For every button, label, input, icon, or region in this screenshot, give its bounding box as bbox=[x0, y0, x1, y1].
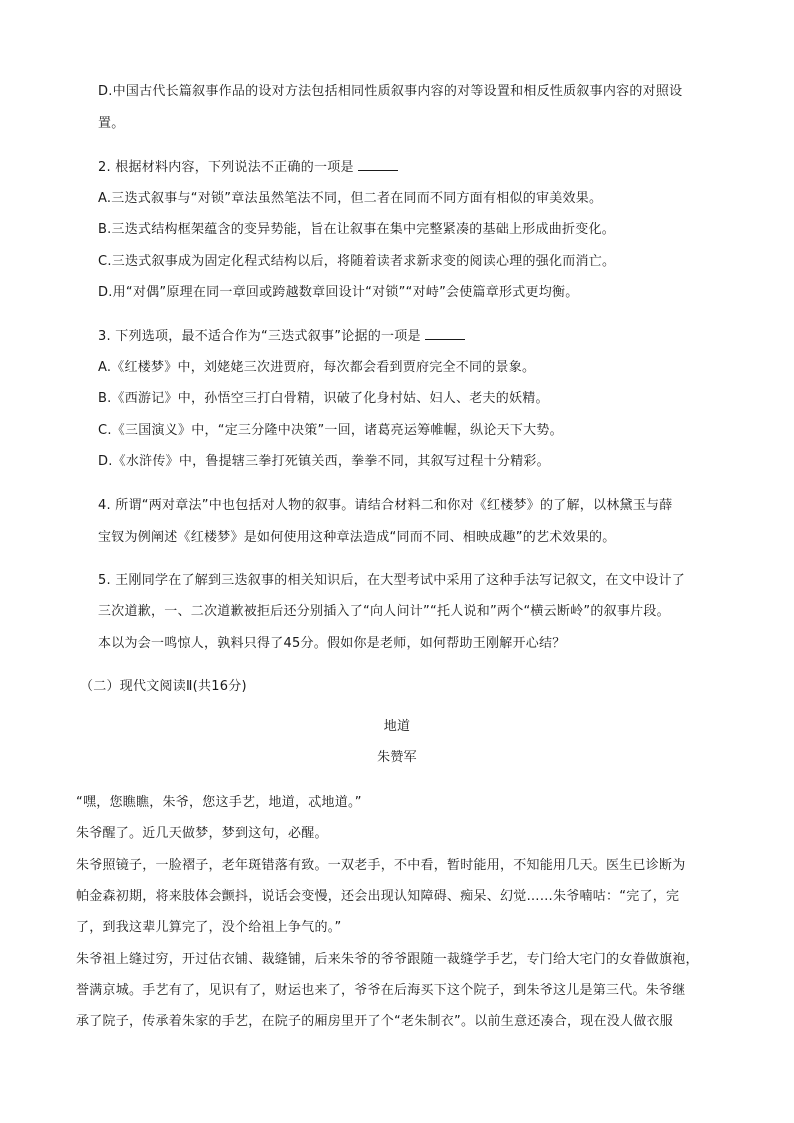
q2-answer-blank[interactable] bbox=[358, 158, 398, 171]
q2-option-d: D.用“对偶”原理在同一章回或跨越数章回设计“对锁”“对峙”会使篇章形式更均衡。 bbox=[98, 285, 579, 300]
q2-option-a: A.三迭式叙事与“对锁”章法虽然笔法不同，但二者在同而不同方面有相似的审美效果。 bbox=[98, 191, 603, 206]
article-paragraph: 了，到我这辈儿算完了，没个给祖上争气的。” bbox=[76, 920, 342, 935]
article-paragraph: 朱爷醒了。近几天做梦，梦到这句，必醒。 bbox=[76, 826, 328, 841]
q4-line1: 4. 所谓“两对章法”中也包括对人物的叙事。请结合材料二和你对《红楼梦》的了解，以林黛玉与薛 bbox=[98, 498, 673, 513]
q1-option-d-line1: D.中国古代长篇叙事作品的设对方法包括相同性质叙事内容的对等设置和相反性质叙事内容的对照设 bbox=[98, 84, 683, 99]
section-heading: （二）现代文阅读Ⅱ(共16分) bbox=[80, 679, 247, 694]
article-paragraph: “嘿，您瞧瞧，朱爷，您这手艺，地道，忒地道。” bbox=[76, 795, 362, 810]
q3-option-d: D.《水浒传》中，鲁提辖三拳打死镇关西，拳拳不同，其叙写过程十分精彩。 bbox=[98, 454, 550, 469]
q3-option-b: B.《西游记》中，孙悟空三打白骨精，识破了化身村姑、妇人、老夫的妖精。 bbox=[98, 391, 549, 406]
q3-answer-blank[interactable] bbox=[425, 327, 465, 340]
q1-option-d-line2: 置。 bbox=[98, 116, 125, 131]
article-paragraph: 誉满京城。手艺有了，见识有了，财运也来了，爷爷在后海买下这个院子，到朱爷这儿是第三代。朱爷继 bbox=[76, 983, 686, 998]
q3-option-c: C.《三国演义》中，“定三分隆中决策”一回，诸葛亮运筹帷幄，纵论天下大势。 bbox=[98, 423, 563, 438]
article-author: 朱赞军 bbox=[377, 750, 417, 765]
q2-stem bbox=[98, 158, 398, 178]
q5-line1: 5. 王刚同学在了解到三迭叙事的相关知识后，在大型考试中采用了这种手法写记叙文，在文中设计了 bbox=[98, 573, 686, 588]
q4-line2: 宝钗为例阐述《红楼梦》是如何使用这种章法造成“同而不同、相映成趣”的艺术效果的。 bbox=[98, 530, 616, 545]
article-paragraph: 朱爷照镜子，一脸褶子，老年斑错落有致。一双老手，不中看，暂时能用，不知能用几天。医生已诊断为 bbox=[76, 858, 686, 873]
article-paragraph: 承了院子，传承着朱家的手艺，在院子的厢房里开了个“老朱制衣”。以前生意还凑合，现在没人做衣服 bbox=[76, 1014, 673, 1029]
article-paragraph: 帕金森初期，将来肢体会颤抖，说话会变慢，还会出现认知障碍、痴呆、幻觉……朱爷喃咕：“完了，完 bbox=[76, 889, 680, 904]
q3-stem bbox=[98, 327, 465, 347]
article-paragraph: 朱爷祖上缝过穷，开过估衣铺、裁缝铺，后来朱爷的爷爷跟随一裁缝学手艺，专门给大宅门的女眷做旗袍， bbox=[76, 952, 699, 967]
q2-option-c: C.三迭式叙事成为固定化程式结构以后，将随着读者求新求变的阅读心理的强化而消亡。 bbox=[98, 254, 616, 269]
q5-line3: 本以为会一鸣惊人，孰料只得了45分。假如你是老师，如何帮助王刚解开心结？ bbox=[98, 636, 566, 651]
q5-line2: 三次道歉，一、二次道歉被拒后还分别插入了“向人问计”“托人说和”两个“横云断岭”的叙事片段。 bbox=[98, 604, 670, 619]
q3-option-a: A.《红楼梦》中，刘姥姥三次进贾府，每次都会看到贾府完全不同的景象。 bbox=[98, 360, 536, 375]
article-title: 地道 bbox=[383, 719, 411, 734]
q2-option-b: B.三迭式结构框架蕴含的变异势能，旨在让叙事在集中完整紧凑的基础上形成曲折变化。 bbox=[98, 222, 616, 237]
q2-stem-text: 2. 根据材料内容，下列说法不正确的一项是 bbox=[98, 160, 354, 175]
q3-stem-text: 3. 下列选项，最不适合作为“三迭式叙事”论据的一项是 bbox=[98, 329, 421, 344]
